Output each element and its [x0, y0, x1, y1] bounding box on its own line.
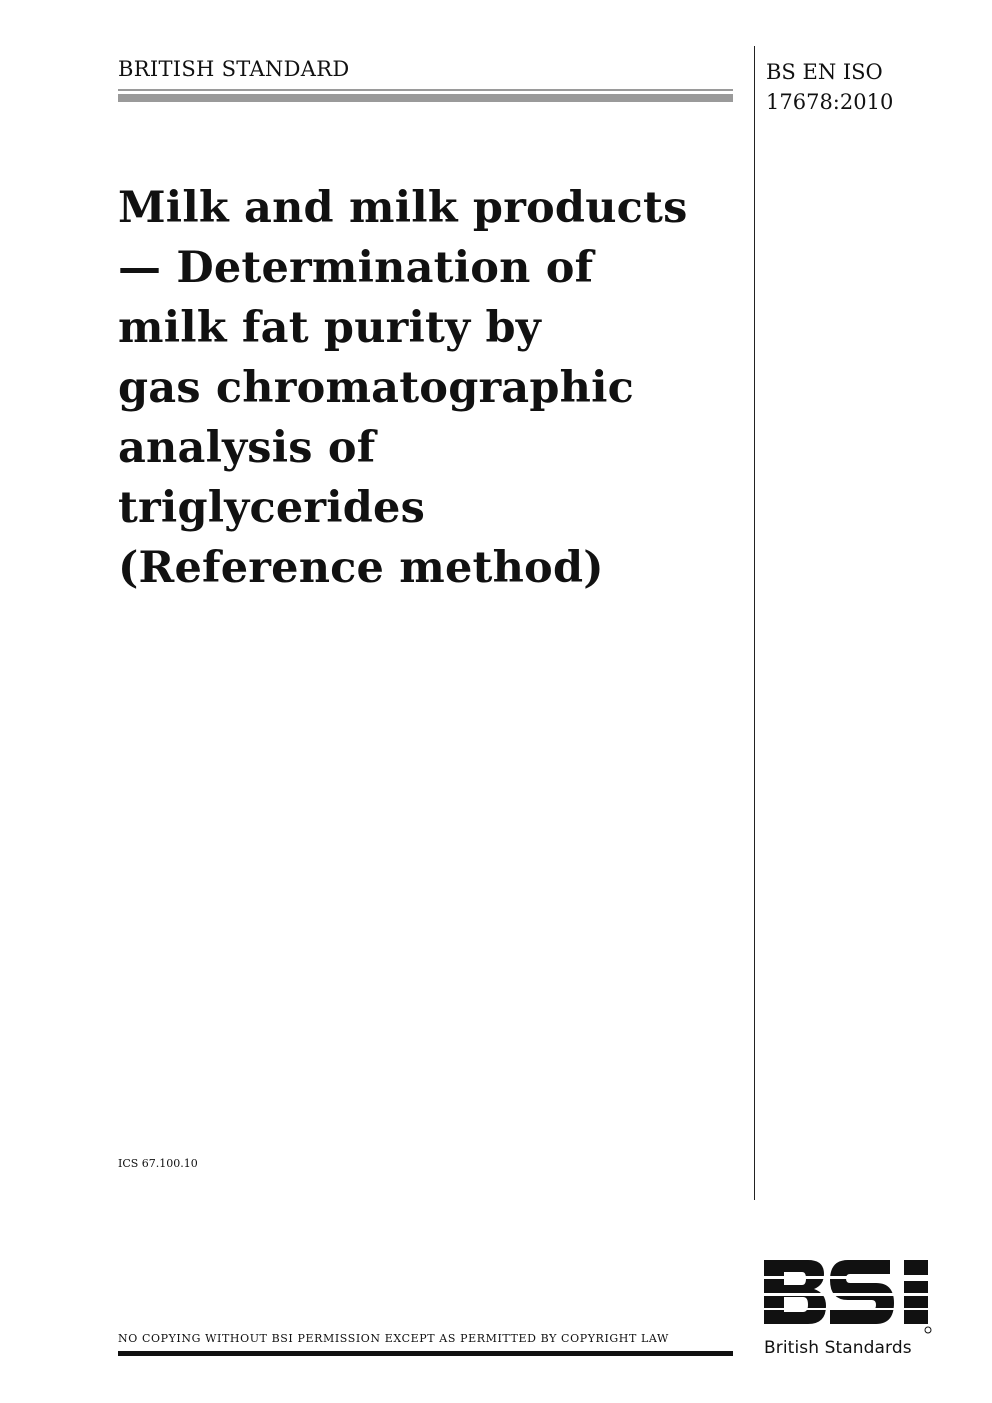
ics-code: ICS 67.100.10	[118, 1157, 198, 1170]
document-title	[118, 178, 738, 598]
title-line: (Reference method)	[118, 543, 604, 593]
bsi-logo-caption: British Standards	[764, 1338, 912, 1358]
title-line: — Determination of	[118, 243, 594, 293]
copyright-notice: NO COPYING WITHOUT BSI PERMISSION EXCEPT AS PERMITTED BY COPYRIGHT LAW	[118, 1332, 669, 1345]
header-rule-thin	[118, 89, 733, 91]
standard-number-line: BS EN ISO	[766, 60, 883, 84]
title-line: gas chromatographic	[118, 363, 635, 413]
column-divider	[754, 46, 755, 1200]
document-category-label: BRITISH STANDARD	[118, 57, 350, 81]
title-line: triglycerides	[118, 483, 426, 533]
header-rule	[118, 89, 733, 103]
title-line: Milk and milk products	[118, 183, 688, 233]
standard-number	[766, 57, 893, 117]
header-rule-thick	[118, 94, 733, 102]
standard-number-line: 17678:2010	[766, 90, 894, 114]
title-line: milk fat purity by	[118, 303, 541, 353]
title-line: analysis of	[118, 423, 376, 473]
footer-rule	[118, 1351, 733, 1356]
